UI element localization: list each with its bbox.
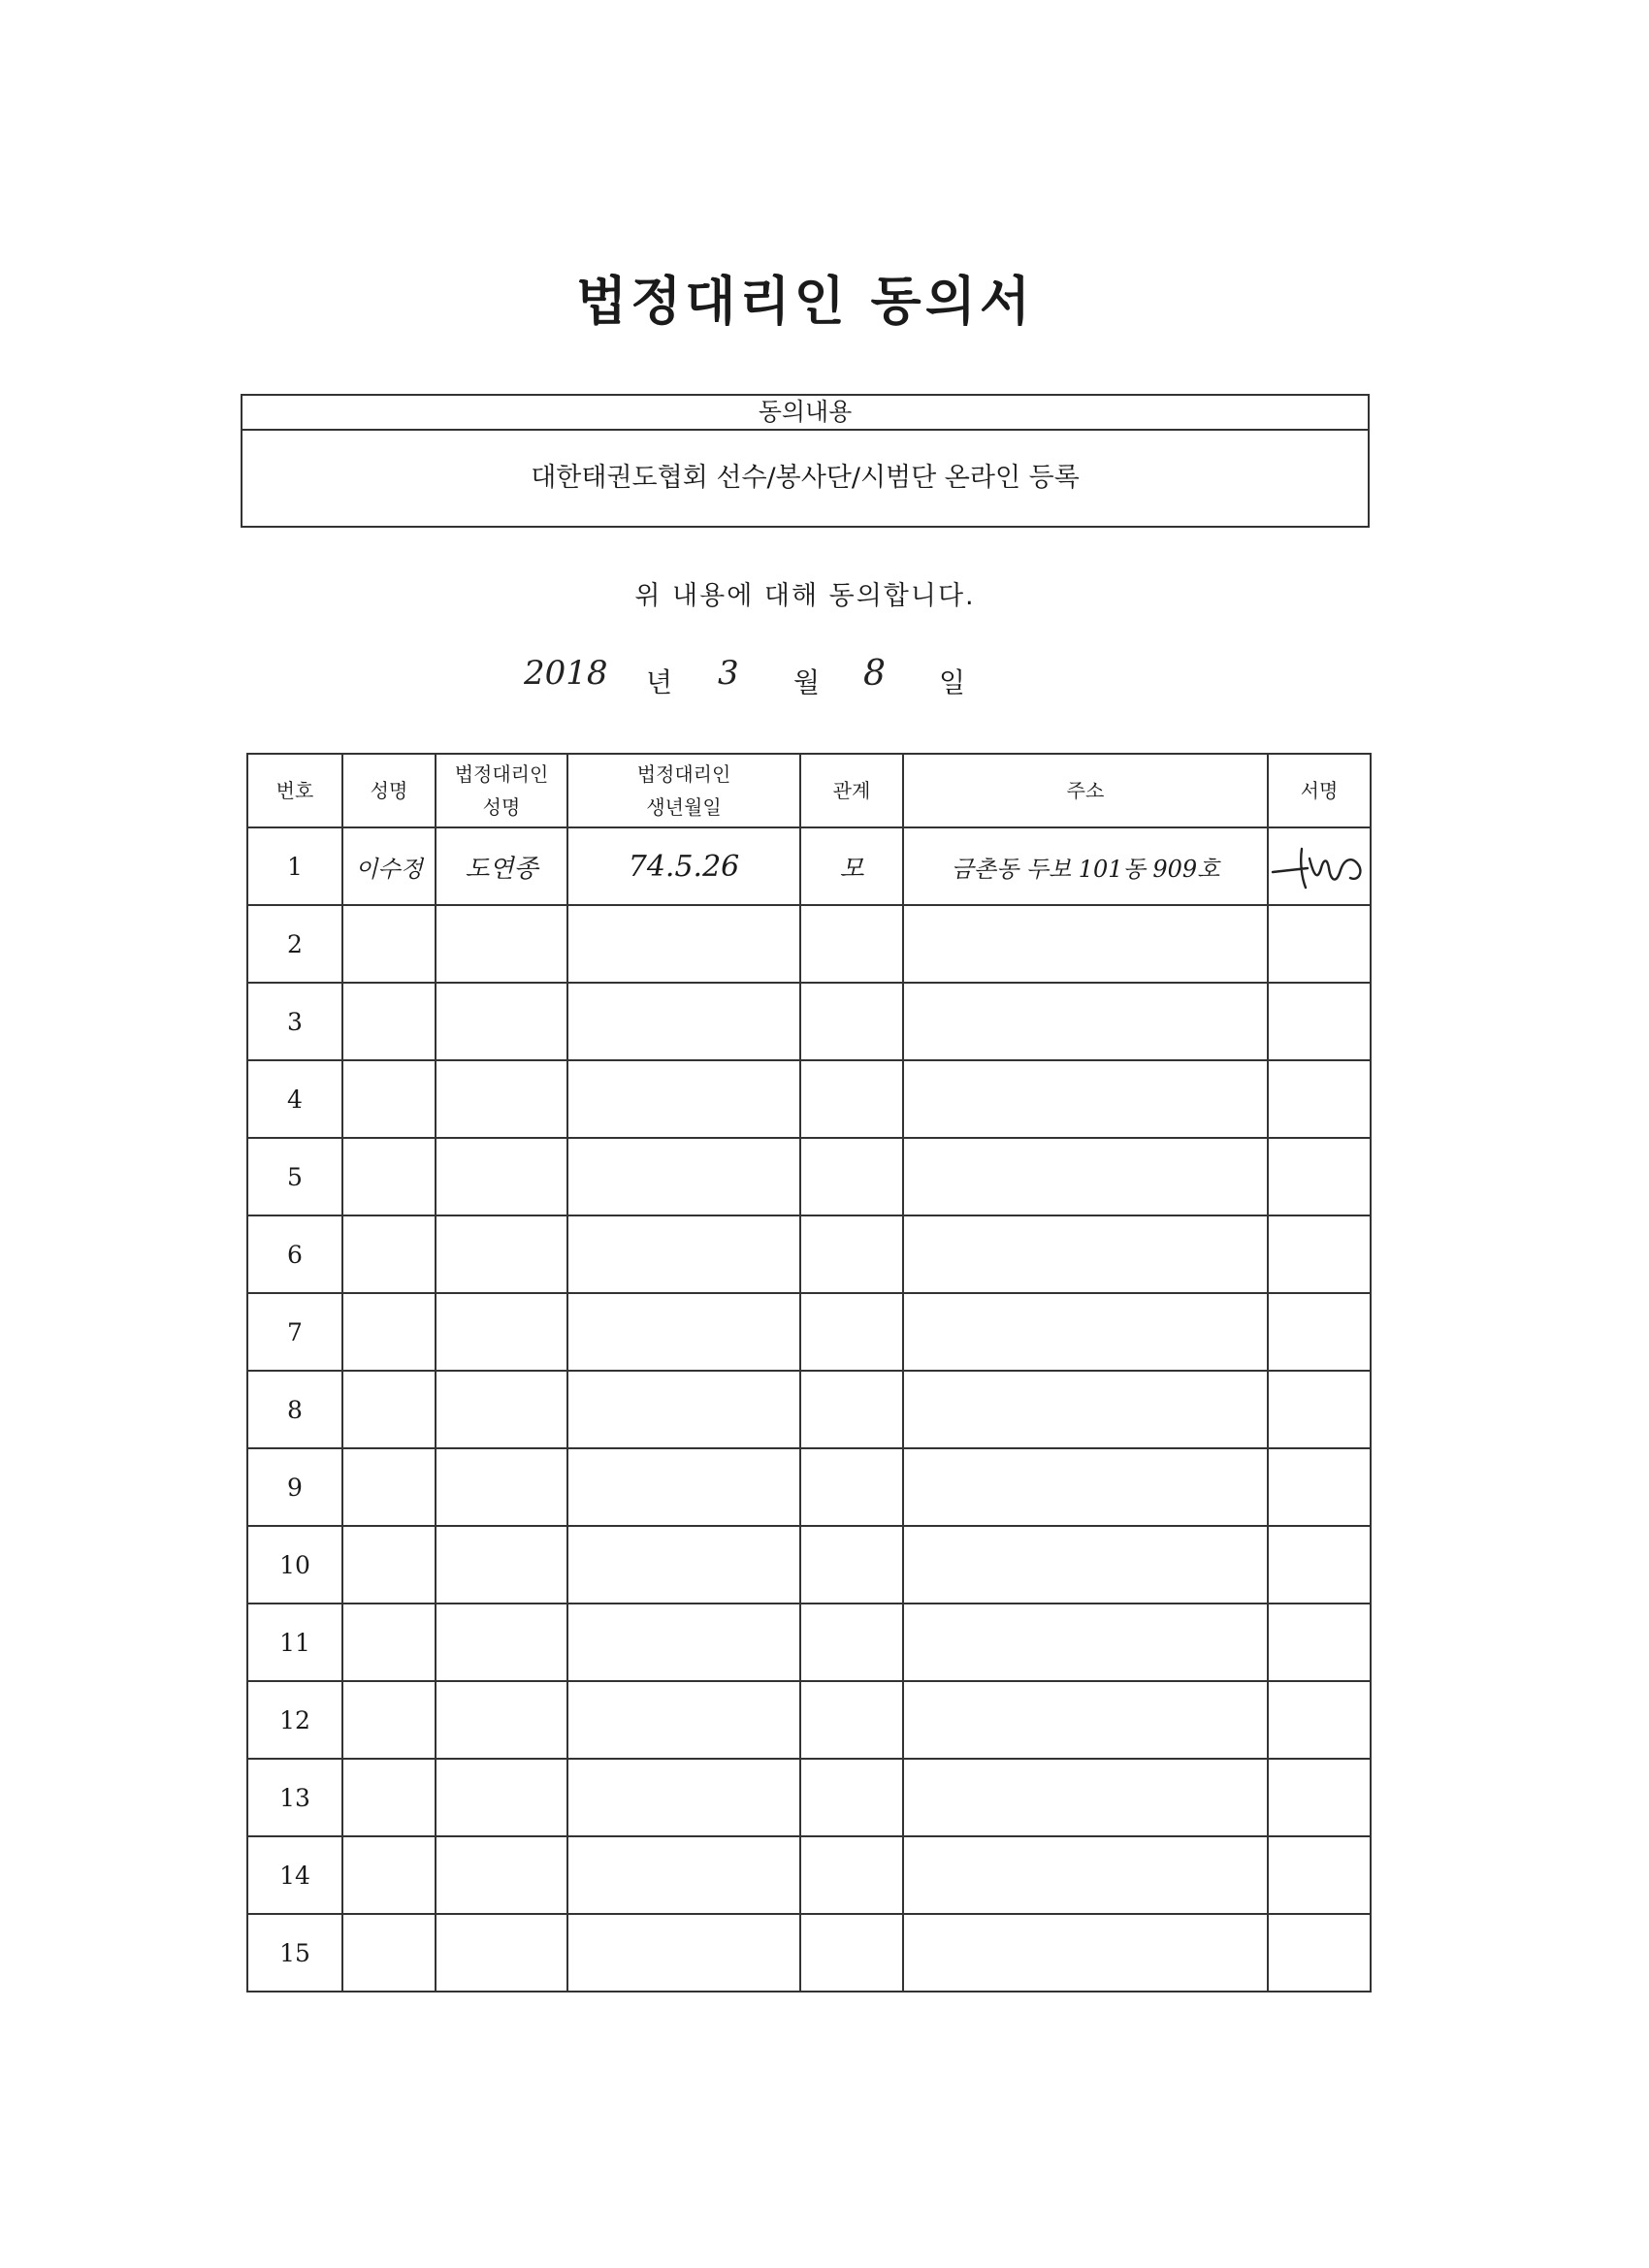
agreement-statement: 위 내용에 대해 동의합니다. [634, 581, 976, 611]
row-number: 9 [247, 1448, 342, 1526]
row-guardian-birth [567, 1526, 800, 1604]
header-guardian-birth-line2: 생년월일 [646, 795, 722, 819]
row-relation: 모 [800, 827, 903, 905]
row-relation [800, 1448, 903, 1526]
table-row [247, 905, 1371, 983]
header-guardian-birth-line1: 법정대리인 [636, 762, 731, 786]
table-row [247, 1293, 1371, 1371]
header-guardian-name-line1: 법정대리인 [454, 762, 549, 786]
header-number: 번호 [247, 754, 342, 827]
row-signature [1268, 1604, 1371, 1681]
row-guardian-birth [567, 905, 800, 983]
row-relation [800, 1914, 903, 1992]
guardian-roster-table [246, 753, 1372, 1993]
row-relation [800, 1371, 903, 1448]
row-name [342, 1060, 436, 1138]
table-row [247, 1138, 1371, 1215]
row-guardian-birth [567, 1060, 800, 1138]
date-day-label: 일 [939, 666, 966, 698]
row-relation [800, 1293, 903, 1371]
header-guardian-birth [567, 754, 800, 827]
row-signature [1268, 1448, 1371, 1526]
row-number: 2 [247, 905, 342, 983]
header-address: 주소 [903, 754, 1268, 827]
row-address [903, 1293, 1268, 1371]
row-signature [1268, 1914, 1371, 1992]
row-guardian-birth [567, 1293, 800, 1371]
row-guardian-birth [567, 1215, 800, 1293]
row-guardian-birth [567, 1604, 800, 1681]
row-name [342, 1759, 436, 1836]
row-address [903, 1681, 1268, 1759]
row-address [903, 1138, 1268, 1215]
row-address [903, 983, 1268, 1060]
row-guardian-birth [567, 1836, 800, 1914]
row-guardian-birth [567, 1371, 800, 1448]
header-relation: 관계 [800, 754, 903, 827]
row-signature [1268, 1681, 1371, 1759]
row-relation [800, 1604, 903, 1681]
row-relation [800, 1215, 903, 1293]
row-relation [800, 905, 903, 983]
row-address [903, 1759, 1268, 1836]
row-number: 13 [247, 1759, 342, 1836]
header-guardian-name [436, 754, 567, 827]
row-relation [800, 1759, 903, 1836]
consent-body: 대한태권도협회 선수/봉사단/시범단 온라인 등록 [531, 463, 1080, 493]
date-month-value: 3 [718, 654, 739, 693]
row-guardian-birth [567, 1448, 800, 1526]
row-address [903, 1604, 1268, 1681]
date-month-label: 월 [793, 666, 821, 698]
table-row [247, 1526, 1371, 1604]
row-address [903, 1060, 1268, 1138]
row-name [342, 1681, 436, 1759]
row-number: 14 [247, 1836, 342, 1914]
page-title: 법정대리인 동의서 [575, 270, 1035, 332]
row-relation [800, 1138, 903, 1215]
row-address [903, 1215, 1268, 1293]
row-number: 8 [247, 1371, 342, 1448]
row-name [342, 1836, 436, 1914]
row-number: 12 [247, 1681, 342, 1759]
table-row [247, 1215, 1371, 1293]
row-guardian-name [436, 1681, 567, 1759]
row-name [342, 1914, 436, 1992]
row-guardian-name [436, 1138, 567, 1215]
row-address [903, 1371, 1268, 1448]
row-address [903, 1448, 1268, 1526]
row-name [342, 905, 436, 983]
row-name [342, 1138, 436, 1215]
row-signature [1268, 1060, 1371, 1138]
row-number: 10 [247, 1526, 342, 1604]
header-name: 성명 [342, 754, 436, 827]
row-number: 6 [247, 1215, 342, 1293]
row-relation [800, 1836, 903, 1914]
row-number: 7 [247, 1293, 342, 1371]
row-signature [1268, 1759, 1371, 1836]
row-relation [800, 1526, 903, 1604]
table-row [247, 1914, 1371, 1992]
date-year-label: 년 [646, 666, 673, 698]
row-signature [1268, 983, 1371, 1060]
row-address [903, 1526, 1268, 1604]
row-name: 이수정 [342, 827, 436, 905]
table-row [247, 1836, 1371, 1914]
row-signature [1268, 1526, 1371, 1604]
consent-content-box [241, 394, 1370, 528]
row-signature [1268, 1293, 1371, 1371]
table-row [247, 1060, 1371, 1138]
row-relation [800, 1060, 903, 1138]
row-guardian-name [436, 905, 567, 983]
row-signature [1268, 905, 1371, 983]
row-relation [800, 1681, 903, 1759]
row-number: 3 [247, 983, 342, 1060]
row-signature [1268, 1215, 1371, 1293]
row-name [342, 1526, 436, 1604]
row-guardian-name [436, 1215, 567, 1293]
row-guardian-name: 도연종 [436, 827, 567, 905]
row-signature [1268, 1836, 1371, 1914]
row-name [342, 1215, 436, 1293]
table-row [247, 1681, 1371, 1759]
row-guardian-birth [567, 1681, 800, 1759]
date-year-value: 2018 [524, 654, 608, 693]
row-number: 5 [247, 1138, 342, 1215]
row-name [342, 1371, 436, 1448]
row-guardian-name [436, 1371, 567, 1448]
signature-scribble-icon [1269, 839, 1371, 893]
row-guardian-name [436, 1060, 567, 1138]
row-address [903, 1914, 1268, 1992]
row-guardian-birth: 74.5.26 [567, 827, 800, 905]
table-row [247, 1448, 1371, 1526]
row-number: 11 [247, 1604, 342, 1681]
table-row [247, 983, 1371, 1060]
row-name [342, 1293, 436, 1371]
row-address: 금촌동 두보 101동 909호 [903, 827, 1268, 905]
row-signature [1268, 1371, 1371, 1448]
row-guardian-birth [567, 1914, 800, 1992]
row-guardian-name [436, 1448, 567, 1526]
table-row [247, 1371, 1371, 1448]
row-signature [1268, 827, 1371, 905]
date-line [524, 648, 1009, 706]
row-address [903, 1836, 1268, 1914]
date-day-value: 8 [863, 654, 886, 694]
row-number: 15 [247, 1914, 342, 1992]
consent-header: 동의내용 [242, 396, 1368, 431]
row-guardian-name [436, 1836, 567, 1914]
header-guardian-name-line2: 성명 [482, 795, 521, 819]
row-guardian-birth [567, 983, 800, 1060]
row-guardian-name [436, 1526, 567, 1604]
row-signature [1268, 1138, 1371, 1215]
table-row [247, 827, 1371, 905]
row-guardian-name [436, 1759, 567, 1836]
table-row [247, 1759, 1371, 1836]
row-guardian-name [436, 1604, 567, 1681]
row-guardian-birth [567, 1759, 800, 1836]
row-guardian-name [436, 1293, 567, 1371]
row-name [342, 983, 436, 1060]
header-signature: 서명 [1268, 754, 1371, 827]
row-name [342, 1448, 436, 1526]
row-number: 1 [247, 827, 342, 905]
table-row [247, 1604, 1371, 1681]
row-number: 4 [247, 1060, 342, 1138]
table-header-row [247, 754, 1371, 827]
row-name [342, 1604, 436, 1681]
row-guardian-name [436, 983, 567, 1060]
row-relation [800, 983, 903, 1060]
row-guardian-name [436, 1914, 567, 1992]
row-guardian-birth [567, 1138, 800, 1215]
row-address [903, 905, 1268, 983]
